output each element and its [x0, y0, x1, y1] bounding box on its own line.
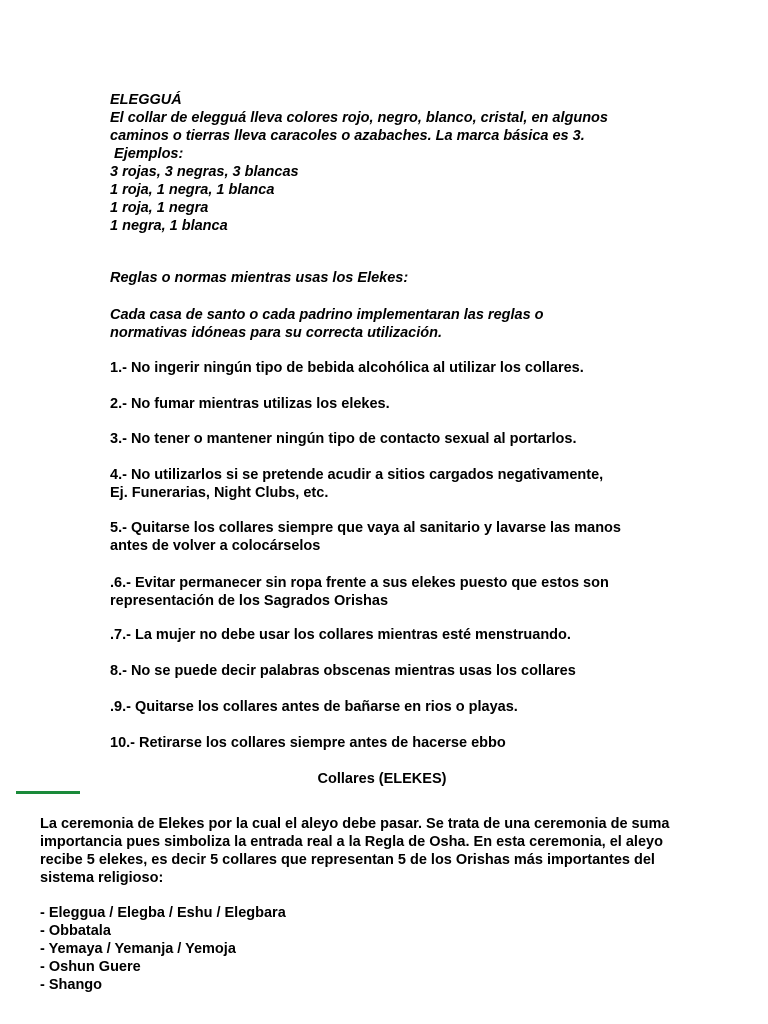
- orisha-list-item-1: - Eleggua / Elegba / Eshu / Elegbara: [40, 905, 286, 921]
- elegua-example-1: 3 rojas, 3 negras, 3 blancas: [110, 164, 299, 180]
- collares-title: Collares (ELEKES): [317, 771, 447, 787]
- collares-paragraph-line-1: La ceremonia de Elekes por la cual el aleyo debe pasar. Se trata de una ceremonia de suma: [40, 816, 670, 832]
- rules-intro-line-2: normativas idóneas para su correcta utilización.: [110, 325, 442, 341]
- rule-6-line-1: .6.- Evitar permanecer sin ropa frente a sus elekes puesto que estos son: [110, 575, 609, 591]
- elegua-examples-label: Ejemplos:: [110, 146, 184, 162]
- collares-paragraph-line-3: recibe 5 elekes, es decir 5 collares que representan 5 de los Orishas más importantes del: [40, 852, 655, 868]
- collares-paragraph-line-4: sistema religioso:: [40, 870, 164, 886]
- elegua-paragraph-line-1: El collar de elegguá lleva colores rojo, negro, blanco, cristal, en algunos: [110, 110, 608, 126]
- orisha-list-item-2: - Obbatala: [40, 923, 111, 939]
- rule-7: .7.- La mujer no debe usar los collares mientras esté menstruando.: [110, 627, 571, 643]
- orisha-list-item-3: - Yemaya / Yemanja / Yemoja: [40, 941, 236, 957]
- rule-6-line-2: representación de los Sagrados Orishas: [110, 593, 389, 609]
- rule-3: 3.- No tener o mantener ningún tipo de contacto sexual al portarlos.: [110, 431, 577, 447]
- rules-heading: Reglas o normas mientras usas los Elekes:: [110, 270, 409, 286]
- orisha-list-item-5: - Shango: [40, 977, 103, 993]
- rule-5-line-1: 5.- Quitarse los collares siempre que vaya al sanitario y lavarse las manos: [110, 520, 621, 536]
- collares-paragraph-line-2: importancia pues simboliza la entrada real a la Regla de Osha. En esta ceremonia, el aleyo: [40, 834, 663, 850]
- rules-intro-line-1: Cada casa de santo o cada padrino implementaran las reglas o: [110, 307, 544, 323]
- rule-5-line-2: antes de volver a colocárselos: [110, 538, 321, 554]
- rule-10: 10.- Retirarse los collares siempre antes de hacerse ebbo: [110, 735, 506, 751]
- elegua-paragraph-line-2: caminos o tierras lleva caracoles o azabaches. La marca básica es 3.: [110, 128, 585, 144]
- rule-4-line-2: Ej. Funerarias, Night Clubs, etc.: [110, 485, 329, 501]
- rule-4-line-1: 4.- No utilizarlos si se pretende acudir a sitios cargados negativamente,: [110, 467, 604, 483]
- orisha-list-item-4: - Oshun Guere: [40, 959, 141, 975]
- rule-1: 1.- No ingerir ningún tipo de bebida alcohólica al utilizar los collares.: [110, 360, 584, 376]
- elegua-example-3: 1 roja, 1 negra: [110, 200, 209, 216]
- rule-9: .9.- Quitarse los collares antes de bañarse en rios o playas.: [110, 699, 518, 715]
- elegua-example-2: 1 roja, 1 negra, 1 blanca: [110, 182, 275, 198]
- elegua-example-4: 1 negra, 1 blanca: [110, 218, 228, 234]
- green-divider: [16, 791, 80, 794]
- elegua-title: ELEGGUÁ: [110, 92, 182, 108]
- rule-8: 8.- No se puede decir palabras obscenas mientras usas los collares: [110, 663, 576, 679]
- rule-2: 2.- No fumar mientras utilizas los elekes.: [110, 396, 390, 412]
